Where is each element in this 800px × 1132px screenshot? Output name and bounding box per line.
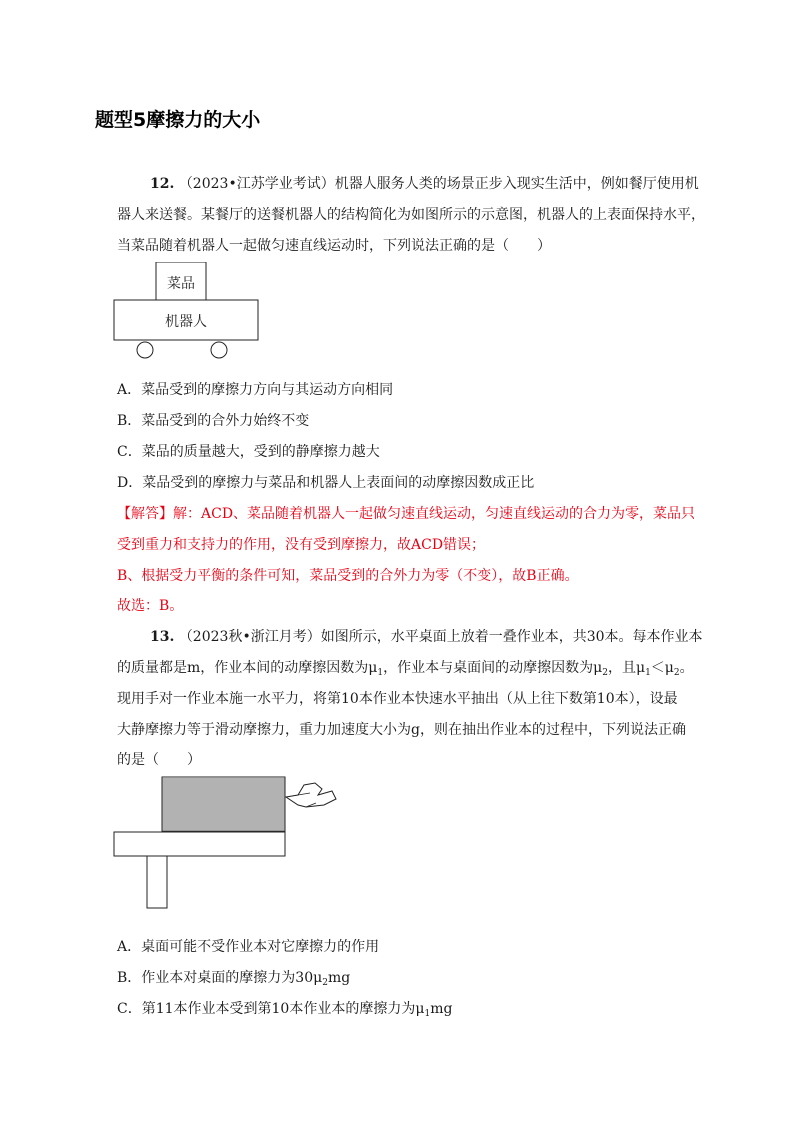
mu1-subscript: 1 bbox=[424, 1009, 431, 1019]
hand-icon bbox=[286, 783, 336, 807]
q13-option-c-text: C．第11本作业本受到第10本作业本的摩擦力为μ bbox=[117, 1001, 425, 1017]
notebook-lines bbox=[162, 779, 285, 831]
q13-option-a: A．桌面可能不受作业本对它摩擦力的作用 bbox=[117, 939, 380, 955]
q13-option-c-unit: mg bbox=[430, 1001, 453, 1017]
dish-label: 菜品 bbox=[167, 276, 195, 292]
q12-line2: 器人来送餐。某餐厅的送餐机器人的结构简化为如图所示的示意图，机器人的上表面保持水平， bbox=[117, 207, 705, 223]
q13-line3: 现用手对一作业本施一水平力，将第10本作业本快速水平抽出（从上往下数第10本），设最 bbox=[117, 691, 678, 707]
q13-line1 bbox=[150, 627, 703, 647]
q12-line1 bbox=[150, 174, 699, 194]
q13-stem-2d: ＜μ bbox=[650, 660, 674, 676]
q13-option-b-unit: mg bbox=[327, 970, 351, 986]
q12-option-d: D．菜品受到的摩擦力与菜品和机器人上表面间的动摩擦因数成正比 bbox=[117, 475, 535, 491]
q13-stem-2a: 的质量都是m，作业本间的动摩擦因数为μ bbox=[117, 660, 378, 676]
notebook-stack-figure bbox=[110, 775, 340, 915]
robot-figure bbox=[110, 262, 270, 362]
q13-line2 bbox=[117, 658, 694, 683]
q12-option-c: C．菜品的质量越大，受到的静摩擦力越大 bbox=[117, 444, 380, 460]
section-title: 题型5摩擦力的大小 bbox=[95, 109, 261, 131]
q12-number: 12. bbox=[150, 176, 175, 192]
mu2-subscript: 2 bbox=[322, 978, 328, 988]
q12-option-b: B．菜品受到的合外力始终不变 bbox=[117, 413, 310, 429]
mu1-subscript: 1 bbox=[377, 668, 384, 678]
q13-option-b bbox=[117, 968, 350, 993]
mu2-subscript: 2 bbox=[673, 668, 680, 678]
q13-stem-2c: ，且μ bbox=[607, 660, 646, 676]
q12-answer-3: B、根据受力平衡的条件可知，菜品受到的合外力为零（不变），故B正确。 bbox=[117, 568, 579, 584]
q13-stem-2e: 。 bbox=[679, 660, 694, 676]
q12-stem-1: （2023•江苏学业考试）机器人服务人类的场景正步入现实生活中，例如餐厅使用机 bbox=[178, 176, 699, 192]
q13-line4: 大静摩擦力等于滑动摩擦力，重力加速度大小为g，则在抽出作业本的过程中，下列说法正确 bbox=[117, 722, 686, 738]
mu2-subscript: 2 bbox=[602, 668, 608, 678]
q12-answer-4: 故选：B。 bbox=[117, 598, 184, 614]
q13-option-c bbox=[117, 999, 452, 1024]
q12-answer-2: 受到重力和支持力的作用，没有受到摩擦力，故ACD错误； bbox=[117, 537, 486, 553]
q12-answer-1: 【解答】解：ACD、菜品随着机器人一起做匀速直线运动，匀速直线运动的合力为零，菜品只 bbox=[117, 506, 696, 522]
q12-option-a: A．菜品受到的摩擦力方向与其运动方向相同 bbox=[117, 382, 394, 398]
robot-label: 机器人 bbox=[165, 314, 207, 330]
table-top bbox=[114, 832, 285, 856]
wheel-right bbox=[211, 342, 227, 358]
q13-option-b-text: B．作业本对桌面的摩擦力为30μ bbox=[117, 970, 323, 986]
q13-number: 13. bbox=[150, 629, 175, 645]
mu1-subscript: 1 bbox=[645, 668, 651, 678]
table-leg bbox=[147, 856, 167, 908]
q13-stem-2b: ，作业本与桌面间的动摩擦因数为μ bbox=[383, 660, 603, 676]
q13-line5: 的是（ ） bbox=[117, 752, 201, 768]
q13-stem-1: （2023秋•浙江月考）如图所示，水平桌面上放着一叠作业本，共30本。每本作业本 bbox=[178, 629, 703, 645]
wheel-left bbox=[137, 342, 153, 358]
q12-line3: 当菜品随着机器人一起做匀速直线运动时，下列说法正确的是（ ） bbox=[117, 238, 551, 254]
